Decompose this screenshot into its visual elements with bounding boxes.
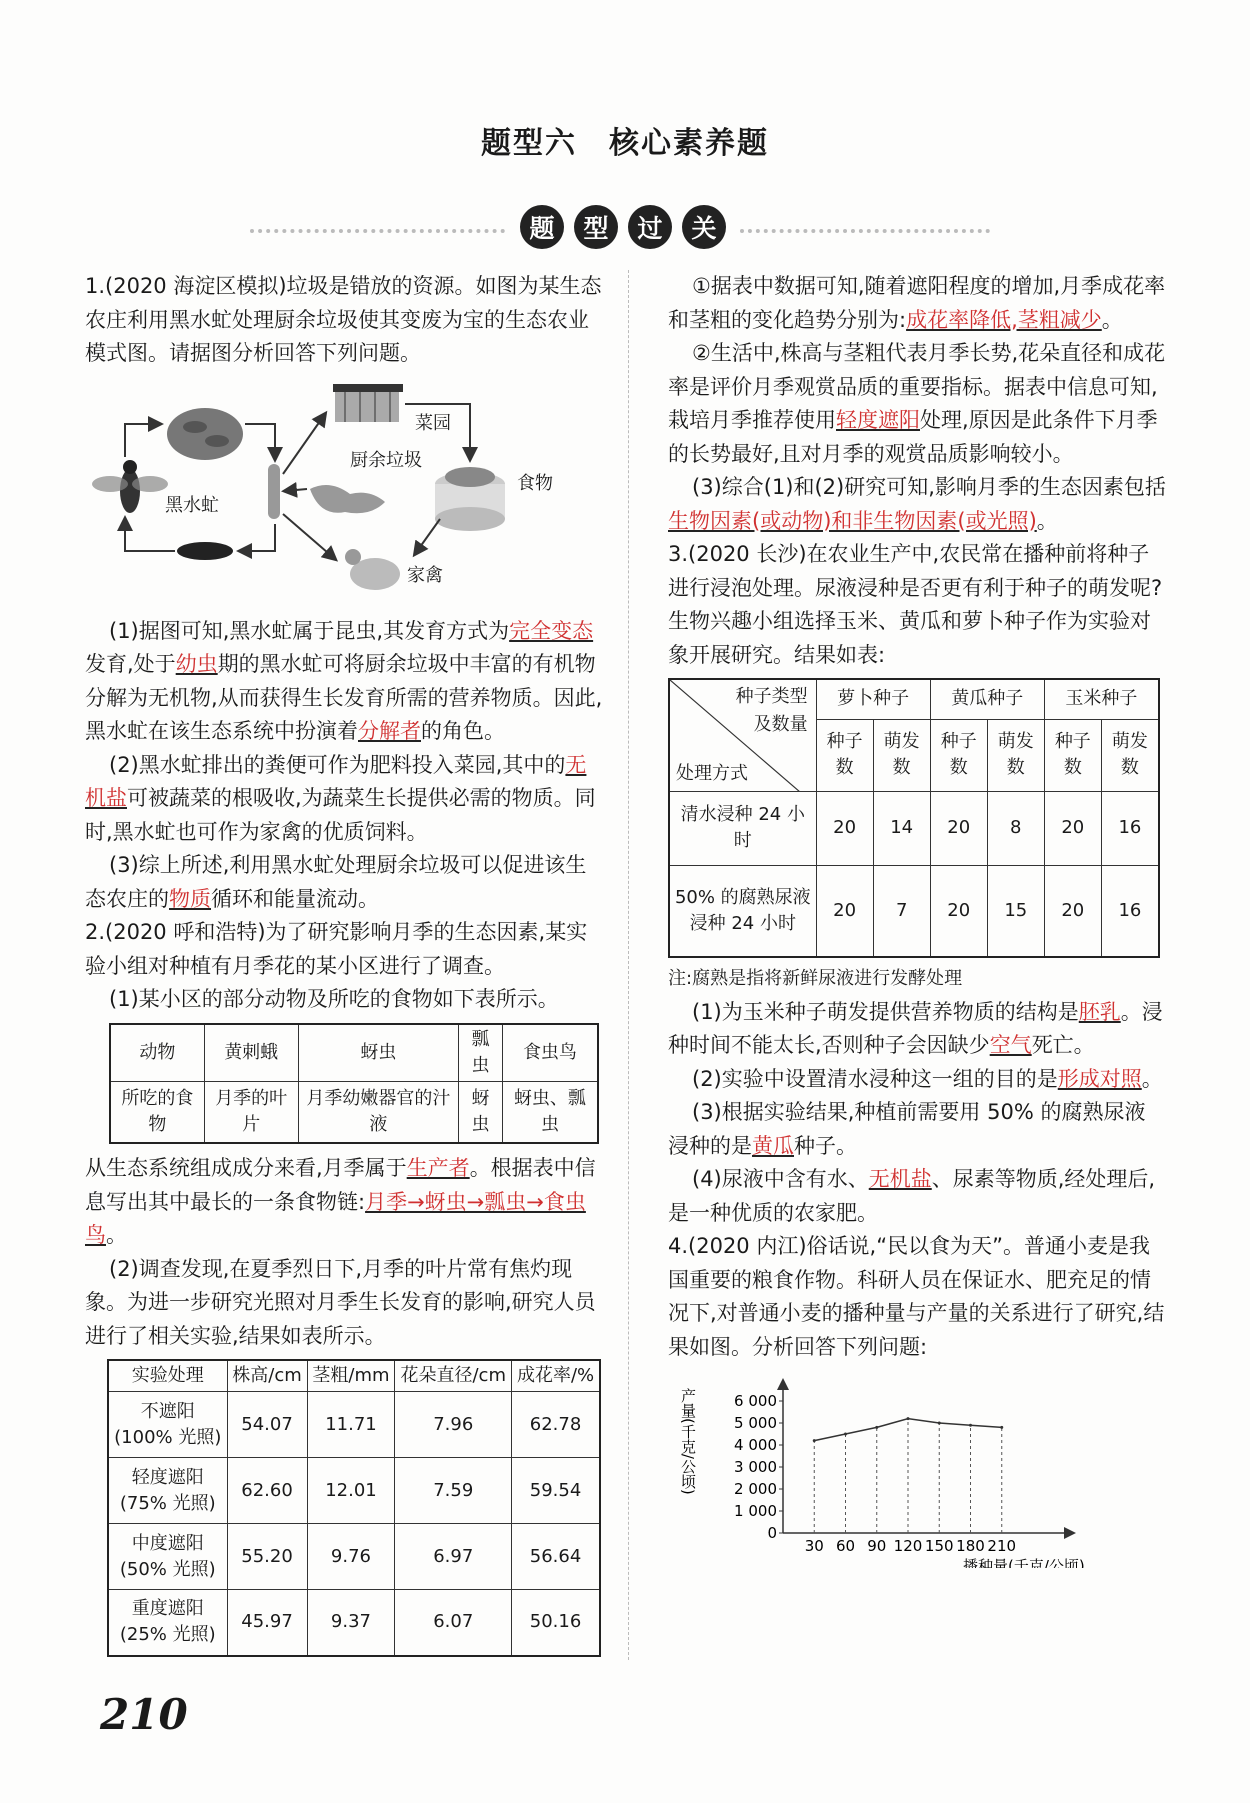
y-tick-label: 5 000 [734, 1414, 777, 1432]
table-cell: 月季的叶片 [204, 1081, 298, 1143]
banner-circles [520, 205, 726, 249]
table-cell: 16 [1101, 865, 1159, 957]
table-row-label: 重度遮阳 (25% 光照) [108, 1590, 227, 1656]
answer: 成花率降低,茎粗减少 [906, 307, 1102, 332]
table-cell: 20 [1044, 791, 1101, 865]
q2-part2: (2)调查发现,在夏季烈日下,月季的叶片常有焦灼现象。为进一步研究光照对月季生长发育的影响,研究人员进行了相关实验,结果如表所示。 [85, 1256, 596, 1348]
answer: 胚乳 [1078, 999, 1121, 1024]
answer: 无机盐 [868, 1167, 932, 1191]
table-header: 萝卜种子 [816, 679, 930, 719]
q2-part2-sub1: ①据表中数据可知,随着遮阳程度的增加,月季成花率和茎粗的变化趋势分别为:成花率降低,茎粗减少。 [668, 274, 1166, 332]
label-fly: 黑水虻 [165, 494, 219, 516]
x-tick-label: 180 [956, 1537, 985, 1555]
answer: 生物因素(或动物)和非生物因素(或光照) [668, 508, 1037, 533]
column-divider [628, 270, 629, 1660]
table-subheader: 种子数 [1044, 719, 1101, 791]
q3-part3: (3)根据实验结果,种植前需要用 50% 的腐熟尿液浸种的是黄瓜种子。 [668, 1100, 1146, 1158]
table-header: 实验处理 [108, 1360, 227, 1392]
banner-char: 题 [520, 205, 564, 249]
right-column [668, 270, 1166, 1568]
larva-icon [268, 464, 280, 519]
section-banner [250, 205, 990, 255]
left-column [85, 270, 605, 1657]
q1-part2: (2)黑水虻排出的粪便可作为肥料投入菜园,其中的无机盐可被蔬菜的根吸收,为蔬菜生长提供必需的物质。同时,黑水虻也可作为家禽的优质饲料。 [85, 752, 596, 844]
q1-part1: (1)据图可知,黑水虻属于昆虫,其发育方式为完全变态发育,处于幼虫期的黑水虻可将厨余垃圾中丰富的有机物分解为无机物,从而获得生长发育所需的营养物质。因此,黑水虻在该生态系统中扮演着分解者的角色。 [85, 618, 603, 743]
answer: 空气 [989, 1033, 1032, 1057]
table-cell: 11.71 [307, 1392, 395, 1458]
table-subheader: 种子数 [816, 719, 873, 791]
table-cell: 55.20 [227, 1524, 307, 1590]
y-tick-label: 0 [767, 1524, 777, 1542]
table-cell: 14 [873, 791, 930, 865]
y-axis-label: 产量(千克/公顷) [679, 1388, 697, 1495]
food-icon [435, 467, 505, 531]
table-cell: 6.07 [395, 1590, 512, 1656]
garden-icon [333, 384, 403, 422]
answer: 物质 [169, 886, 211, 911]
table-cell: 蚜虫 [459, 1081, 503, 1143]
table-header: 玉米种子 [1044, 679, 1159, 719]
q3-intro: 3.(2020 长沙)在农业生产中,农民常在播种前将种子进行浸泡处理。尿液浸种是否更有利于种子的萌发呢?生物兴趣小组选择玉米、黄瓜和萝卜种子作为实验对象开展研究。结果如表: [668, 542, 1163, 667]
q2-part1-answer: 从生态系统组成成分来看,月季属于生产者。根据表中信息写出其中最长的一条食物链:月季→蚜虫→瓢虫→食虫鸟。 [85, 1156, 596, 1247]
label-garden: 菜园 [415, 412, 451, 434]
table-cell: 50.16 [512, 1590, 600, 1656]
banner-dots-right [740, 229, 990, 233]
table-header: 株高/cm [227, 1360, 307, 1392]
pupa-icon [177, 542, 233, 560]
q2-part1: (1)某小区的部分动物及所吃的食物如下表所示。 [109, 987, 559, 1011]
label-poultry: 家禽 [407, 564, 443, 586]
y-tick-label: 6 000 [734, 1392, 777, 1410]
banner-dots-left [250, 229, 505, 233]
y-tick-label: 2 000 [734, 1480, 777, 1498]
table-row-label: 50% 的腐熟尿液浸种 24 小时 [669, 865, 816, 957]
q2-part3: (3)综合(1)和(2)研究可知,影响月季的生态因素包括生物因素(或动物)和非生物因素(或光照)。 [668, 475, 1166, 533]
table-subheader: 种子数 [930, 719, 987, 791]
yield-line-chart [668, 1368, 1088, 1568]
table-cell: 7.96 [395, 1392, 512, 1458]
poultry-icon [345, 549, 400, 590]
banner-char: 过 [628, 205, 672, 249]
table-cell: 9.37 [307, 1590, 395, 1656]
label-waste: 厨余垃圾 [350, 449, 422, 471]
table-cell: 9.76 [307, 1524, 395, 1590]
table-cell: 54.07 [227, 1392, 307, 1458]
table-row-label: 轻度遮阳 (75% 光照) [108, 1458, 227, 1524]
table-cell: 12.01 [307, 1458, 395, 1524]
table-header: 动物 [110, 1024, 204, 1082]
x-tick-label: 120 [893, 1537, 923, 1555]
q3-part4: (4)尿液中含有水、无机盐、尿素等物质,经处理后,是一种优质的农家肥。 [668, 1167, 1156, 1225]
table-note: 注:腐熟是指将新鲜尿液进行发酵处理 [668, 968, 963, 989]
table-cell: 月季幼嫩器官的汁液 [298, 1081, 459, 1143]
x-tick-label: 150 [924, 1537, 954, 1555]
table-cell: 16 [1101, 791, 1159, 865]
corner-label-bottom: 处理方式 [676, 762, 748, 784]
y-tick-label: 1 000 [734, 1502, 777, 1520]
table-cell: 15 [987, 865, 1044, 957]
table-cell: 62.60 [227, 1458, 307, 1524]
answer: 分解者 [358, 719, 421, 743]
q4-intro: 4.(2020 内江)俗话说,“民以食为天”。普通小麦是我国重要的粮食作物。科研人员在保证水、肥充足的情况下,对普通小麦的播种量与产量的关系进行了研究,结果如图。分析回答下列问题: [668, 1234, 1165, 1359]
x-tick-label: 90 [867, 1537, 887, 1555]
label-food: 食物 [517, 472, 553, 494]
q3-part2: (2)实验中设置清水浸种这一组的目的是形成对照。 [692, 1066, 1163, 1091]
table-subheader: 萌发数 [873, 719, 930, 791]
animal-food-table [109, 1023, 599, 1145]
table-cell: 8 [987, 791, 1044, 865]
table-row-label: 所吃的食物 [110, 1081, 204, 1143]
answer: 黄瓜 [752, 1133, 794, 1158]
yield-chart [668, 1368, 1166, 1568]
q2-intro: 2.(2020 呼和浩特)为了研究影响月季的生态因素,某实验小组对种植有月季花的某小区进行了调查。 [85, 920, 588, 978]
table-cell: 蚜虫、瓢虫 [502, 1081, 598, 1143]
x-tick-label: 60 [835, 1537, 856, 1555]
table-cell: 20 [930, 791, 987, 865]
table-header: 花朵直径/cm [395, 1360, 512, 1392]
larvae-icon [167, 408, 243, 460]
q2-part2-sub2: ②生活中,株高与茎粗代表月季长势,花朵直径和成花率是评价月季观赏品质的重要指标。据表中信息可知,栽培月季推荐使用轻度遮阳处理,原因是此条件下月季的长势最好,且对月季的观赏品质影响较小。 [668, 341, 1166, 466]
x-axis-label: 播种量(千克/公顷) [963, 1557, 1085, 1568]
banner-char: 关 [682, 205, 726, 249]
corner-label-mid: 及数量 [753, 714, 808, 735]
table-row-label: 清水浸种 24 小时 [669, 791, 816, 865]
table-cell: 45.97 [227, 1590, 307, 1656]
table-corner-cell [669, 679, 816, 791]
table-row-label: 中度遮阳 (50% 光照) [108, 1524, 227, 1590]
table-header: 瓢虫 [459, 1024, 503, 1082]
table-cell: 20 [816, 865, 873, 957]
waste-icon [310, 485, 385, 513]
table-row-label: 不遮阳 (100% 光照) [108, 1392, 227, 1458]
table-cell: 7 [873, 865, 930, 957]
x-tick-label: 210 [987, 1537, 1017, 1555]
corner-label-top: 种子类型 [735, 686, 808, 707]
table-cell: 56.64 [512, 1524, 600, 1590]
table-header: 蚜虫 [298, 1024, 459, 1082]
table-cell: 20 [1044, 865, 1101, 957]
answer: 轻度遮阳 [836, 408, 920, 432]
page-number: 210 [100, 1690, 188, 1739]
table-header: 食虫鸟 [502, 1024, 598, 1082]
shade-experiment-table [107, 1359, 601, 1657]
answer: 月季→蚜虫→瓢虫→食虫鸟 [85, 1189, 586, 1247]
q1-intro: 1.(2020 海淀区模拟)垃圾是错放的资源。如图为某生态农庄利用黑水虻处理厨余垃圾使其变废为宝的生态农业模式图。请据图分析回答下列问题。 [85, 274, 602, 365]
table-header: 黄瓜种子 [930, 679, 1044, 719]
fly-icon [92, 460, 168, 513]
table-header: 茎粗/mm [307, 1360, 395, 1392]
y-tick-label: 3 000 [734, 1458, 777, 1476]
answer: 生产者 [406, 1156, 470, 1180]
q1-part3: (3)综上所述,利用黑水虻处理厨余垃圾可以促进该生态农庄的物质循环和能量流动。 [85, 853, 587, 911]
table-header: 成花率/% [512, 1360, 600, 1392]
seed-germination-table [668, 678, 1160, 958]
page-title: 题型六 核心素养题 [481, 126, 769, 161]
table-cell: 7.59 [395, 1458, 512, 1524]
answer: 无机盐 [85, 752, 587, 810]
table-header: 黄刺蛾 [204, 1024, 298, 1082]
answer: 完全变态 [509, 618, 594, 643]
answer: 幼虫 [175, 652, 218, 676]
table-cell: 20 [930, 865, 987, 957]
table-subheader: 萌发数 [987, 719, 1044, 791]
table-cell: 6.97 [395, 1524, 512, 1590]
table-cell: 62.78 [512, 1392, 600, 1458]
table-subheader: 萌发数 [1101, 719, 1159, 791]
q1-diagram [85, 379, 605, 609]
table-cell: 59.54 [512, 1458, 600, 1524]
x-tick-label: 30 [804, 1537, 824, 1555]
table-cell: 20 [816, 791, 873, 865]
y-tick-label: 4 000 [734, 1436, 777, 1454]
q3-part1: (1)为玉米种子萌发提供营养物质的结构是胚乳。浸种时间不能太长,否则种子会因缺少空气死亡。 [668, 999, 1163, 1057]
banner-char: 型 [574, 205, 618, 249]
answer: 形成对照 [1057, 1066, 1142, 1091]
